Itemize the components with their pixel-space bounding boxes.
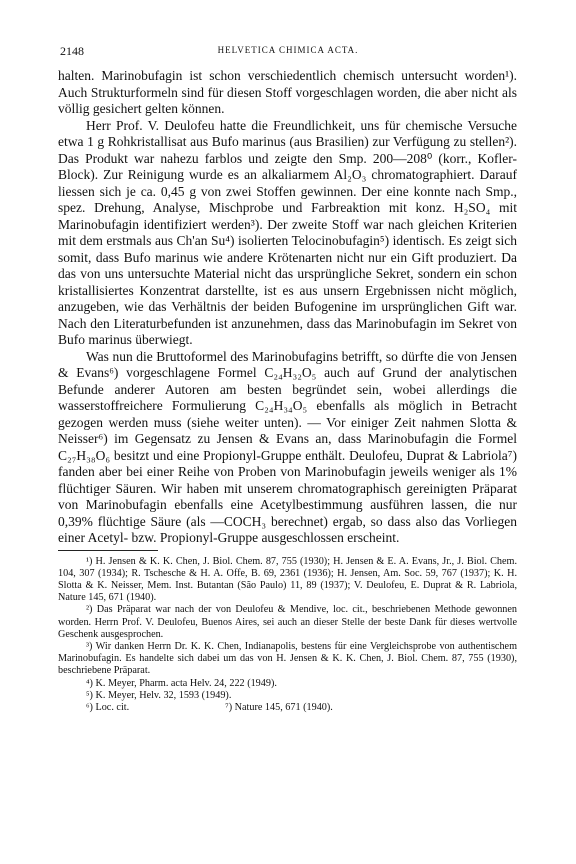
running-header (60, 44, 516, 58)
footnote-7: ⁷) Nature 145, 671 (1940). (225, 701, 333, 713)
footnote-divider (58, 550, 158, 551)
footnotes (58, 556, 517, 715)
footnote-3: ³) Wir danken Herrn Dr. K. K. Chen, Indianapolis, bestens für eine Vergleichsprobe von authentischem Marinobufagin. Es handelte sich dabei um das von H. Jensen & K. K. Chen, J. Biol. Chem. 87, 755 (1930), beschriebene Präparat. (58, 640, 517, 677)
paragraph-3: Was nun die Bruttoformel des Marinobufagins betrifft, so dürfte die von Jensen & Evans⁶) vorgeschlagene Formel C₂₄H₃₂O₅ auch auf Grund der analytischen Befunde anderer Autoren am besten begründet sein, wobei allerdings die wasserstoffreichere Formulierung C₂₄H₃₄O₅ ebenfalls als möglich in Betracht gezogen werden muss (siehe weiter unten). — Vor einiger Zeit nahmen Slotta & Neisser⁶) im Gegensatz zu Jensen & Evans an, dass Marinobufagin die Formel C₂₇H₃₈O₆ besitzt und eine Propionyl-Gruppe enthält. Deulofeu, Duprat & Labriola⁷) fanden aber bei einer Reihe von Proben von Marinobufagin jeweils weniger als 1% flüchtiger Säuren. Wir haben mit unserem chromatographisch gereinigten Präparat von Marinobufagin ebenfalls eine Acetylbestimmung ausführen lassen, die nur 0,39% flüchtige Säure (als —COCH₃ berechnet) ergab, so dass also das Vorliegen einer Acetyl- bzw. Propionyl-Gruppe ausgeschlossen erscheint. (58, 348, 517, 545)
footnote-4: ⁴) K. Meyer, Pharm. acta Helv. 24, 222 (1949). (86, 677, 277, 689)
footnote-6: ⁶) Loc. cit. (86, 701, 130, 713)
journal-title: HELVETICA CHIMICA ACTA. (217, 45, 359, 55)
paragraph-1: halten. Marinobufagin ist schon verschiedentlich chemisch untersucht worden¹). Auch Strukturformeln sind für diesen Stoff vorgeschlagen worden, die aber nicht als völlig gesichert gelten können. (58, 68, 517, 116)
footnote-6-7 (58, 702, 517, 714)
article-body (58, 68, 517, 714)
page-number: 2148 (60, 44, 84, 58)
footnote-1: ¹) H. Jensen & K. K. Chen, J. Biol. Chem. 87, 755 (1930); H. Jensen & E. A. Evans, Jr., J. Biol. Chem. 104, 307 (1934); R. Tschesche & H. A. Offe, B. 69, 2361 (1936); H. Jensen, Am. Soc. 59, 767 (1937); K. H. Slotta & K. Neisser, Mem. Inst. Butantan (São Paulo) 11, 89 (1937); V. Deulofeu, E. Duprat & R. Labriola, Nature 145, 671 (1940). (58, 555, 517, 604)
footnote-5: ⁵) K. Meyer, Helv. 32, 1593 (1949). (86, 689, 232, 701)
paragraph-2: Herr Prof. V. Deulofeu hatte die Freundlichkeit, uns für chemische Versuche etwa 1 g Rohkristallisat aus Bufo marinus (aus Brasilien) zur Verfügung zu stellen²). Das Produkt war nahezu farblos und zeigte den Smp. 200—208⁰ (korr., Kofler-Block). Zur Reinigung wurde es an alkaliarmem Al₂O₃ chromatographiert. Darauf liessen sich je ca. 0,45 g von zwei Stoffen gewinnen. Der eine konnte nach Smp., spez. Drehung, Analyse, Mischprobe und Farbreaktion mit konz. H₂SO₄ mit Marinobufagin identifiziert werden³). Der zweite Stoff war nach gleichen Kriterien mit dem erstmals aus Ch'an Su⁴) isolierten Telocinobufagin⁵) identisch. Es zeigt sich somit, dass Bufo marinus wie andere Krötenarten nicht nur ein Gift produziert. Da das von uns untersuchte Material nicht das ursprüngliche Sekret, sondern ein schon kristallisiertes Konzentrat darstellte, ist es aus unsern Ergebnissen nicht möglich, anzugeben, wie das Verhältnis der beiden Bufogenine im ursprünglichen Gift war. Nach den Literaturbefunden ist anzunehmen, dass das Marinobufagin im Sekret von Bufo marinus überwiegt. (58, 117, 517, 347)
footnote-2: ²) Das Präparat war nach der von Deulofeu & Mendive, loc. cit., beschriebenen Methode gewonnen worden. Herrn Prof. V. Deulofeu, Buenos Aires, sei auch an dieser Stelle der beste Dank für dieses wertvolle Geschenk ausgesprochen. (58, 604, 517, 640)
